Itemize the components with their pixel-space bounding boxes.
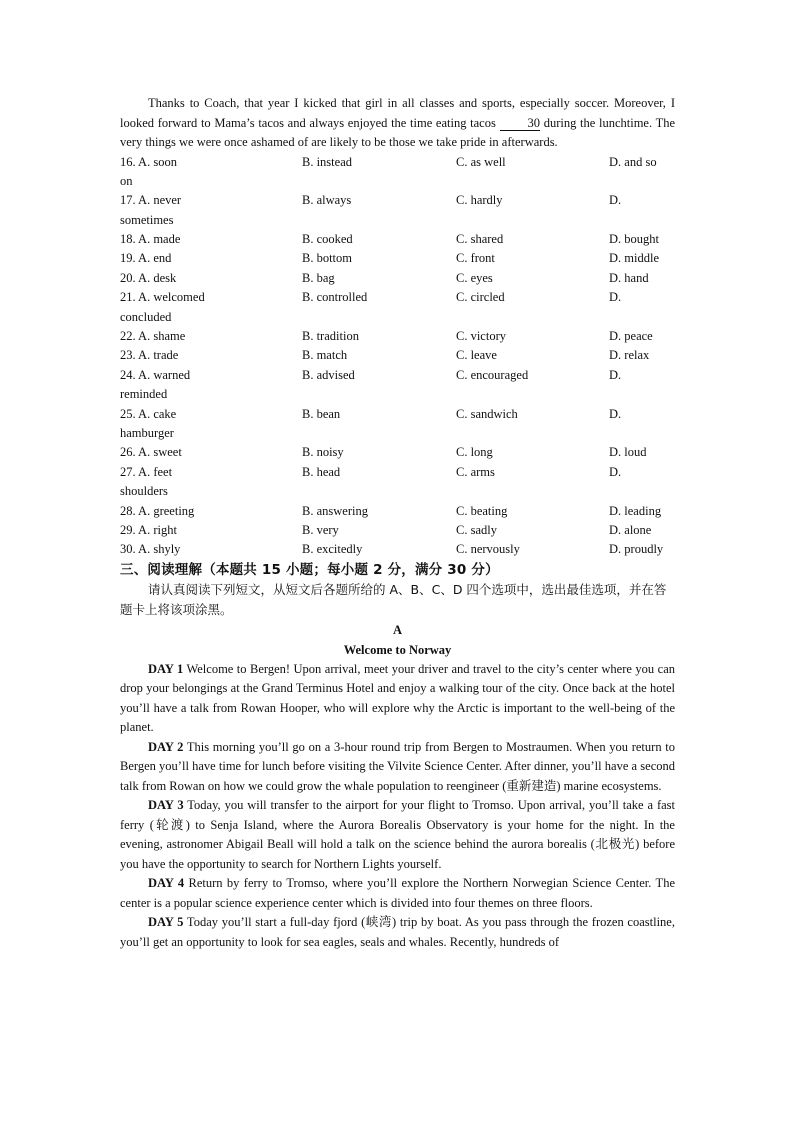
option-c: C. circled — [456, 290, 505, 305]
option-c: C. hardly — [456, 193, 503, 208]
option-b: B. answering — [302, 503, 368, 518]
option-c: C. eyes — [456, 270, 493, 285]
answer-blank-30: 30 — [500, 116, 541, 131]
question-row — [120, 463, 675, 502]
option-a: 16. A. soon — [120, 154, 177, 169]
option-a: 19. A. end — [120, 251, 172, 266]
option-b: B. excitedly — [302, 542, 363, 557]
option-a: 17. A. never — [120, 193, 182, 208]
option-c: C. sadly — [456, 523, 497, 538]
option-c: C. front — [456, 251, 495, 266]
option-a: 26. A. sweet — [120, 445, 182, 460]
option-a: 21. A. welcomed — [120, 290, 205, 305]
option-d-continuation: reminded — [120, 387, 168, 402]
question-row — [120, 230, 675, 249]
option-b: B. noisy — [302, 445, 344, 460]
option-c: C. victory — [456, 329, 506, 344]
option-b: B. cooked — [302, 232, 353, 247]
option-b: B. bean — [302, 406, 341, 421]
day-paragraph — [120, 796, 675, 874]
section-heading: 三、阅读理解（本题共 15 小题；每小题 2 分，满分 30 分） — [120, 561, 499, 578]
question-row — [120, 269, 675, 288]
option-a: 29. A. right — [120, 523, 177, 538]
option-b: B. tradition — [302, 329, 359, 344]
option-d-continuation: on — [120, 173, 133, 188]
day-label: DAY 1 — [148, 661, 184, 676]
day-text: Return by ferry to Tromso, where you’ll explore the Northern Norwegian Science Center. The center is a popular science experience center which is divided into four themes on three floors. — [120, 876, 675, 910]
option-d-continuation: hamburger — [120, 426, 174, 441]
option-a: 20. A. desk — [120, 270, 177, 285]
question-row — [120, 405, 675, 444]
option-d-continuation: concluded — [120, 309, 172, 324]
question-row — [120, 346, 675, 365]
option-c: C. long — [456, 445, 493, 460]
day-label: DAY 3 — [148, 798, 184, 813]
question-options-list — [120, 153, 675, 560]
question-row — [120, 153, 675, 192]
day-text: This morning you’ll go on a 3-hour round trip from Bergen to Mostraumen. When you return to Bergen you’ll have time for lunch before visiting the Vilvite Science Center. After dinner, you’ll have a second talk from Rowan on how we could grow the whale population to reengineer (重新建造) marine ecosystems. — [120, 739, 675, 793]
option-a: 18. A. made — [120, 232, 181, 247]
option-d-continuation: shoulders — [120, 484, 168, 499]
passage-letter: A — [392, 622, 403, 637]
option-b: B. head — [302, 464, 341, 479]
option-d: D. — [609, 367, 622, 382]
day-paragraph — [120, 913, 675, 952]
option-c: C. nervously — [456, 542, 520, 557]
section-instructions: 请认真阅读下列短文，从短文后各题所给的 A、B、C、D 四个选项中，选出最佳选项，并在答题卡上将该项涂黑。 — [120, 581, 667, 617]
option-d: D. — [609, 406, 622, 421]
option-c: C. arms — [456, 464, 495, 479]
option-d: D. bought — [609, 232, 659, 247]
option-d: D. — [609, 290, 622, 305]
option-c: C. encouraged — [456, 367, 529, 382]
option-d: D. leading — [609, 503, 662, 518]
day-label: DAY 5 — [148, 915, 184, 930]
option-c: C. leave — [456, 348, 497, 363]
question-row — [120, 366, 675, 405]
question-row — [120, 288, 675, 327]
option-d-continuation: sometimes — [120, 212, 174, 227]
option-b: B. controlled — [302, 290, 368, 305]
option-a: 30. A. shyly — [120, 542, 181, 557]
option-b: B. instead — [302, 154, 352, 169]
question-row — [120, 327, 675, 346]
option-a: 22. A. shame — [120, 329, 186, 344]
passage-text-before-blank: Thanks to Coach, that year I kicked that girl in all classes and sports, especially soccer. Moreover, I looked forward to Mama’s tacos and always enjoyed the time eating tacos — [120, 96, 675, 130]
question-row — [120, 249, 675, 268]
option-d: D. middle — [609, 251, 659, 266]
day-paragraph — [120, 738, 675, 797]
option-c: C. shared — [456, 232, 504, 247]
option-a: 24. A. warned — [120, 367, 191, 382]
option-b: B. advised — [302, 367, 355, 382]
option-b: B. match — [302, 348, 348, 363]
question-row — [120, 502, 675, 521]
option-b: B. bag — [302, 270, 335, 285]
question-row — [120, 521, 675, 540]
option-a: 27. A. feet — [120, 464, 173, 479]
day-label: DAY 2 — [148, 739, 184, 754]
option-d: D. peace — [609, 329, 653, 344]
day-text: Today, you will transfer to the airport for your flight to Tromso. Upon arrival, you’ll take a fast ferry (轮渡) to Senja Island, where the Aurora Borealis Observatory is your home for the night. In the evening, astronomer Abigail Beall will hold a talk on the science behind the aurora borealis (北极光) before you have the opportunity to search for Northern Lights yourself. — [120, 798, 675, 871]
option-d: D. loud — [609, 445, 647, 460]
day-text: Welcome to Bergen! Upon arrival, meet your driver and travel to the city’s center where you can drop your belongings at the Grand Terminus Hotel and enjoy a walking tour of the city. Once back at the hotel you’ll have a talk from Rowan Hooper, who will explore why the Arctic is important to the well-being of the planet. — [120, 661, 675, 735]
option-d: D. and so — [609, 154, 657, 169]
option-c: C. beating — [456, 503, 508, 518]
question-row — [120, 540, 675, 559]
passage-text-after-blank: during the lunchtime. The very things we were once ashamed of are likely to be those we take pride in afterwards. — [120, 115, 675, 149]
option-d: D. relax — [609, 348, 650, 363]
passage-title: Welcome to Norway — [343, 642, 452, 657]
option-c: C. as well — [456, 154, 506, 169]
day-paragraph — [120, 874, 675, 913]
option-d: D. — [609, 464, 622, 479]
option-d: D. hand — [609, 270, 649, 285]
option-c: C. sandwich — [456, 406, 518, 421]
option-b: B. very — [302, 523, 339, 538]
option-a: 28. A. greeting — [120, 503, 195, 518]
question-row — [120, 191, 675, 230]
option-b: B. bottom — [302, 251, 353, 266]
day-paragraph — [120, 660, 675, 738]
option-a: 23. A. trade — [120, 348, 179, 363]
question-row — [120, 443, 675, 462]
option-d: D. — [609, 193, 622, 208]
option-d: D. alone — [609, 523, 652, 538]
passage-paragraph — [120, 94, 675, 153]
option-d: D. proudly — [609, 542, 664, 557]
document-page — [120, 94, 675, 952]
day-text: Today you’ll start a full-day fjord (峡湾) trip by boat. As you pass through the frozen coastline, you’ll get an opportunity to look for sea eagles, seals and whales. Recently, hundreds of — [120, 915, 675, 949]
day-label: DAY 4 — [148, 876, 185, 891]
option-a: 25. A. cake — [120, 406, 177, 421]
option-b: B. always — [302, 193, 352, 208]
